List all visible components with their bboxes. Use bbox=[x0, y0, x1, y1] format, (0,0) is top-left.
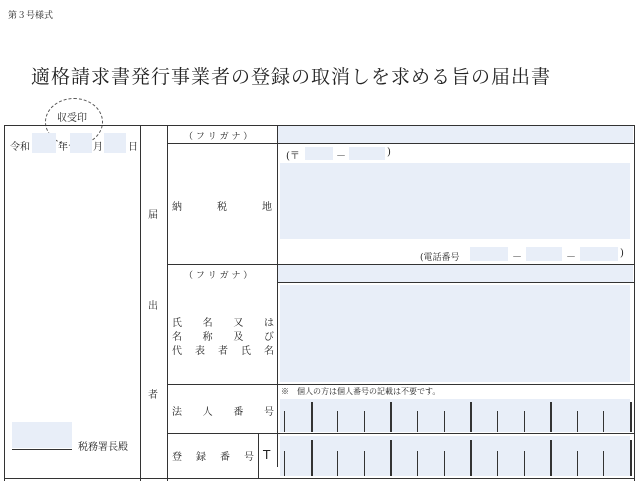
row-line-3 bbox=[277, 282, 634, 283]
phone-close: ) bbox=[620, 248, 624, 259]
label-char: 人 bbox=[202, 407, 213, 418]
divider-label bbox=[277, 125, 278, 467]
digit-tick bbox=[337, 411, 338, 432]
label-char: 氏 bbox=[241, 346, 251, 357]
address-field[interactable] bbox=[280, 163, 630, 239]
submitter-char-3: 者 bbox=[148, 390, 158, 401]
label-char: 及 bbox=[233, 332, 244, 343]
row-line-1 bbox=[167, 143, 634, 144]
phone-dash-1: － bbox=[512, 252, 522, 263]
date-month: 月 bbox=[93, 142, 103, 153]
label-char: 名 bbox=[202, 318, 213, 329]
corp-number-label bbox=[172, 403, 274, 418]
phone-dash-2: － bbox=[566, 252, 576, 263]
date-era: 令和 bbox=[10, 142, 30, 153]
label-char: 氏 bbox=[172, 318, 182, 329]
digit-tick bbox=[417, 411, 418, 432]
digit-tick bbox=[364, 451, 365, 476]
phone-field-3[interactable] bbox=[580, 247, 618, 261]
label-char: 名 bbox=[264, 346, 274, 357]
name-label-row-1 bbox=[172, 314, 274, 329]
digit-tick bbox=[390, 440, 392, 476]
label-char: 称 bbox=[202, 332, 213, 343]
stamp-label: 収受印 bbox=[55, 109, 89, 124]
label-char: 号 bbox=[244, 452, 254, 463]
address-label-char: 地 bbox=[262, 202, 272, 213]
label-char: び bbox=[263, 332, 274, 343]
page-title: 適格請求書発行事業者の登録の取消しを求める旨の届出書 bbox=[31, 66, 552, 88]
digit-tick bbox=[390, 402, 392, 432]
label-char: 名 bbox=[172, 332, 182, 343]
digit-tick bbox=[497, 451, 498, 476]
digit-tick bbox=[497, 411, 498, 432]
reg-prefix-divider bbox=[258, 434, 259, 478]
name-furigana-field[interactable] bbox=[278, 265, 633, 282]
digit-tick bbox=[417, 451, 418, 476]
address-furigana-field[interactable] bbox=[278, 126, 633, 143]
digit-tick bbox=[470, 402, 472, 432]
digit-tick bbox=[577, 411, 578, 432]
digit-tick bbox=[550, 402, 552, 432]
postal-close: ) bbox=[387, 147, 391, 158]
phone-field-1[interactable] bbox=[470, 247, 508, 261]
label-char: 番 bbox=[233, 407, 244, 418]
digit-tick bbox=[311, 440, 313, 476]
digit-tick bbox=[524, 411, 525, 432]
form-number: 第３号様式 bbox=[8, 11, 54, 21]
postal-open: (〒 bbox=[286, 151, 300, 162]
furigana-label-2: （ フ リ ガ ナ ） bbox=[184, 271, 253, 281]
year-field[interactable] bbox=[32, 133, 56, 153]
tax-office-underline bbox=[12, 449, 72, 450]
phone-field-2[interactable] bbox=[526, 247, 562, 261]
reg-prefix: T bbox=[263, 448, 271, 462]
label-char: は bbox=[263, 318, 274, 329]
digit-tick bbox=[470, 440, 472, 476]
name-label-row-3 bbox=[172, 342, 274, 357]
day-field[interactable] bbox=[104, 133, 126, 153]
date-year: 年 bbox=[58, 142, 68, 153]
tax-office-field[interactable] bbox=[12, 422, 72, 448]
digit-tick bbox=[311, 402, 313, 432]
name-field[interactable] bbox=[280, 285, 630, 382]
phone-label: (電話番号 bbox=[420, 253, 460, 263]
postal-dash: － bbox=[336, 151, 346, 162]
row-line-4 bbox=[167, 384, 634, 385]
label-char: 番 bbox=[220, 452, 230, 463]
label-char: 者 bbox=[218, 346, 228, 357]
label-char: 号 bbox=[263, 407, 274, 418]
label-char: 又 bbox=[233, 318, 244, 329]
divider-submitter bbox=[167, 125, 168, 481]
label-char: 表 bbox=[195, 346, 205, 357]
address-label bbox=[172, 198, 272, 213]
digit-tick bbox=[630, 440, 632, 476]
digit-tick bbox=[603, 451, 604, 476]
submitter-char-2: 出 bbox=[148, 301, 158, 312]
address-label-char: 税 bbox=[217, 202, 227, 213]
digit-tick bbox=[284, 451, 285, 476]
divider-left bbox=[140, 125, 141, 481]
name-label-row-2 bbox=[172, 328, 274, 343]
corp-note: ※ 個人の方は個人番号の記載は不要です。 bbox=[281, 387, 441, 396]
postal-code-1[interactable] bbox=[305, 147, 333, 160]
label-char: 法 bbox=[172, 407, 182, 418]
label-char: 登 bbox=[172, 452, 182, 463]
label-char: 録 bbox=[196, 452, 206, 463]
digit-tick bbox=[337, 451, 338, 476]
digit-tick bbox=[550, 440, 552, 476]
address-label-char: 納 bbox=[172, 202, 182, 213]
digit-tick bbox=[630, 402, 632, 432]
furigana-label: （ フ リ ガ ナ ） bbox=[184, 132, 253, 142]
tax-office-suffix: 税務署長殿 bbox=[78, 442, 128, 453]
label-char: 代 bbox=[172, 346, 182, 357]
reg-number-label bbox=[172, 448, 254, 463]
digit-tick bbox=[284, 411, 285, 432]
row-line-5 bbox=[167, 433, 634, 434]
digit-tick bbox=[524, 451, 525, 476]
submitter-char-1: 届 bbox=[148, 210, 158, 221]
month-field[interactable] bbox=[70, 133, 92, 153]
date-day: 日 bbox=[128, 142, 138, 153]
digit-tick bbox=[364, 411, 365, 432]
digit-tick bbox=[444, 451, 445, 476]
digit-tick bbox=[603, 411, 604, 432]
postal-code-2[interactable] bbox=[349, 147, 385, 160]
digit-tick bbox=[444, 411, 445, 432]
divider-bottom bbox=[4, 478, 634, 479]
digit-tick bbox=[577, 451, 578, 476]
